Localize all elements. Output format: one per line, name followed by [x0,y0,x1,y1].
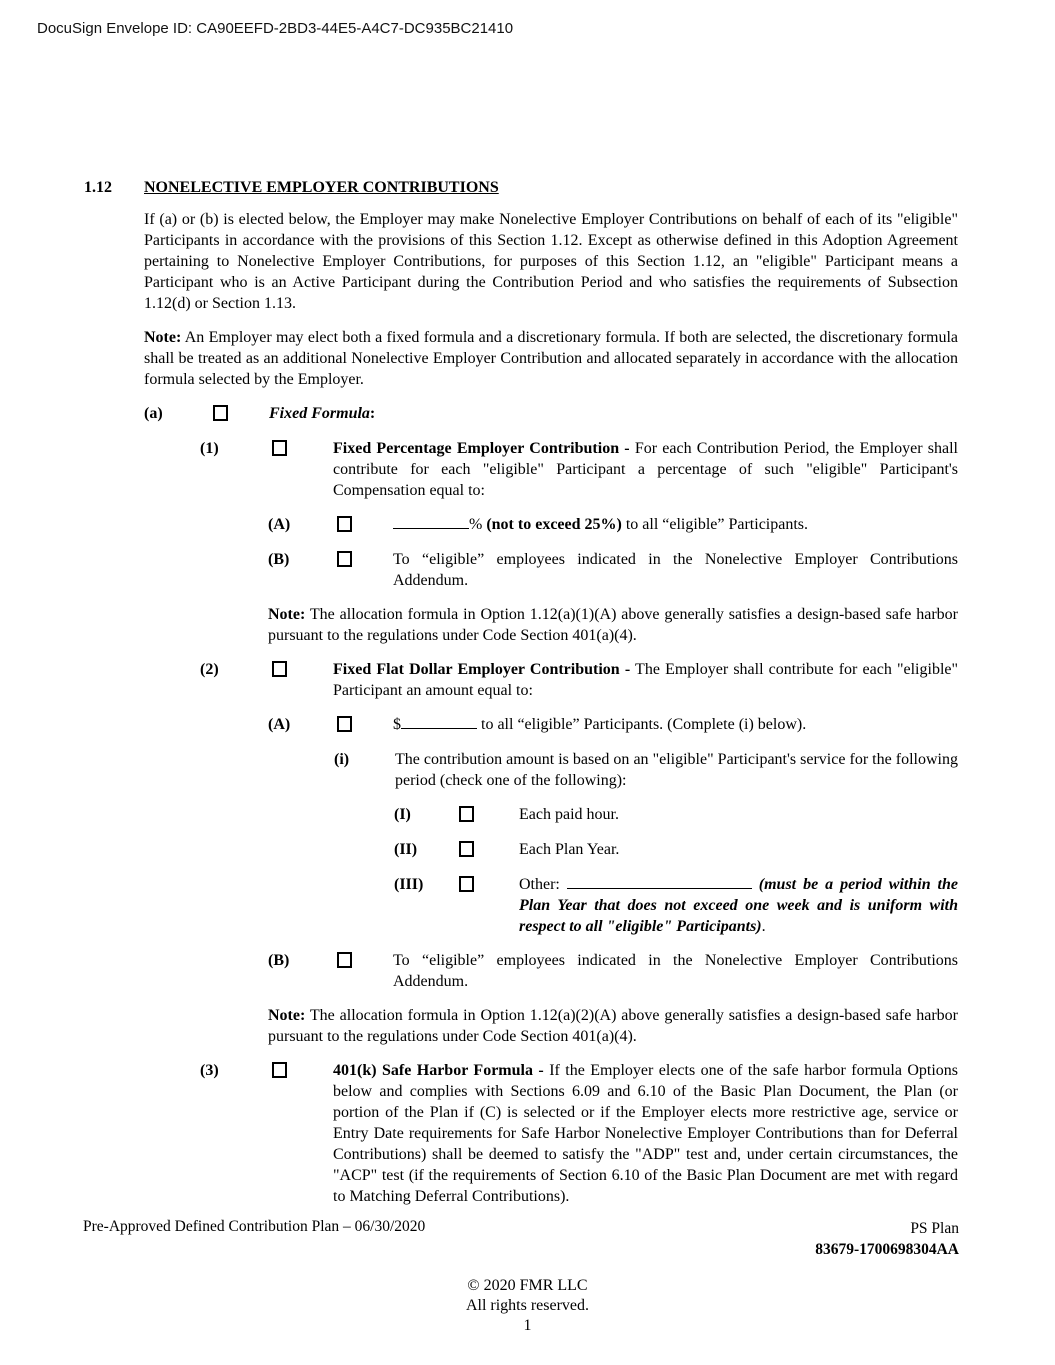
section-title: NONELECTIVE EMPLOYER CONTRIBUTIONS [144,179,499,196]
percentage-blank-field[interactable] [393,516,469,529]
section-number: 1.12 [84,179,112,196]
item-1-text [333,438,958,501]
item-1B-row [268,549,958,591]
item-1-checkbox-cell [272,438,333,501]
item-1-note [268,604,958,646]
item-2-body: The Employer shall contribute for each "eligible" Participant an amount equal to: [333,661,959,699]
roman-II-row [394,839,958,861]
footer-plan-id [815,1218,959,1260]
item-2A-checkbox-cell [337,714,393,736]
item-3-text [333,1060,958,1207]
option-a-checkbox-cell [213,403,269,425]
roman-I-checkbox[interactable] [459,806,474,822]
item-2A-i-label: (i) [334,751,350,768]
item-1B-text: To “eligible” employees indicated in the Nonelective Employer Contributions Addendum. [393,551,958,589]
item-2-note-text: The allocation formula in Option 1.12(a)(2)(A) above generally satisfies a design-based safe harbor pursuant to the regulations under Code Section 401(a)(4). [268,1007,958,1045]
roman-I-label: (I) [394,806,411,823]
item-2A-row [268,714,958,736]
other-blank-field[interactable] [567,876,752,889]
item-1B-label: (B) [268,551,290,568]
item-3-heading: 401(k) Safe Harbor Formula - [333,1062,544,1079]
item-2B-checkbox-cell [337,950,393,992]
roman-II-checkbox[interactable] [459,841,474,857]
roman-III-checkbox[interactable] [459,876,474,892]
note-text: An Employer may elect both a fixed formula and a discretionary formula. If both are selected, the discretionary formula shall be treated as an additional Nonelective Employer Contribution and allocated separately in accordance with the allocation formula selected by the Employer. [144,329,958,388]
roman-III-period: . [761,918,766,935]
item-2-checkbox[interactable] [272,661,287,677]
item-1A-checkbox-cell [337,514,393,536]
option-a-colon: : [369,405,376,422]
item-1-heading: Fixed Percentage Employer Contribution - [333,440,630,457]
item-1A-checkbox[interactable] [337,516,352,532]
dollar-sign: $ [393,716,401,733]
intro-paragraph: If (a) or (b) is elected below, the Employer may make Nonelective Employer Contributions on behalf of each of its "eligible" Participants in accordance with the provisions of this Section 1.12. Except as otherwise defined in this Adoption Agreement pertaining to Nonelective Employer Contributions, for purposes of this Section 1.12, an "eligible" Participant means a Participant who is an Active Participant during the Contribution Period and who satisfies the requirements of Subsection 1.12(d) or Section 1.13. [144,211,958,312]
roman-III-row [394,874,958,937]
roman-III-italic: (must be a period within the Plan Year that does not exceed one week and is uniform with respect to all "eligible" Participants) [519,876,959,935]
item-2-row [200,659,958,701]
section-heading [84,177,958,198]
option-a-title-line [269,403,958,425]
footer-plan-type: PS Plan [910,1220,959,1237]
item-2A-label: (A) [268,716,291,733]
item-1A-text [393,514,958,536]
item-3-body: If the Employer elects one of the safe harbor formula Options below and complies with Sections 6.09 and 6.10 of the Basic Plan Document, the Plan (or portion of the Plan if (C) is selected or if the Employer elects more restrictive age, service or Entry Date requirements for Safe Harbor Nonelective Employer Contributions than for Deferral Contributions) shall be deemed to satisfy the "ADP" test and, under certain circumstances, the "ACP" test (if the requirements of Section 6.10 of the Basic Plan Document are met with regard to Matching Deferral Contributions). [333,1062,959,1205]
item-3-checkbox[interactable] [272,1062,287,1078]
roman-III-label: (III) [394,876,424,893]
roman-II-checkbox-cell [459,839,519,861]
option-a-label: (a) [144,405,163,422]
item-1-note-text: The allocation formula in Option 1.12(a)(1)(A) above generally satisfies a design-based safe harbor pursuant to the regulations under Code Section 401(a)(4). [268,606,958,644]
roman-I-text: Each paid hour. [519,806,619,823]
roman-I-row [394,804,958,826]
note-label: Note: [144,329,182,346]
item-1-checkbox[interactable] [272,440,287,456]
item-1A-row [268,514,958,536]
item-2-note-label: Note: [268,1007,306,1024]
item-3-row [200,1060,958,1207]
footer-copyright: © 2020 FMR LLC [467,1277,588,1294]
item-1A-label: (A) [268,516,291,533]
item-2-note [268,1005,958,1047]
item-3-checkbox-cell [272,1060,333,1207]
item-1A-bold: (not to exceed 25%) [486,516,622,533]
item-2A-i-row [334,749,958,791]
note-paragraph [144,327,958,390]
item-1-body: For each Contribution Period, the Employer shall contribute for each "eligible" Participant a percentage of such "eligible" Participant's Compensation equal to: [333,440,958,499]
roman-I-checkbox-cell [459,804,519,826]
option-a-checkbox[interactable] [213,405,228,421]
footer-plan-number: 83679-1700698304AA [815,1241,959,1258]
other-label: Other: [519,876,560,893]
option-a-title: Fixed Formula [269,405,370,422]
document-body [84,177,958,1220]
footer-rights: All rights reserved. [465,1297,590,1314]
footer-plan-name: Pre-Approved Defined Contribution Plan – 06/30/2020 [83,1218,426,1235]
page-number: 1 [523,1317,532,1334]
percent-sign: % [469,516,483,533]
roman-III-text [519,874,958,937]
item-2-text [333,659,958,701]
roman-III-checkbox-cell [459,874,519,937]
option-a-row [144,403,958,425]
item-2-label: (2) [200,661,219,678]
item-2-checkbox-cell [272,659,333,701]
item-2-heading: Fixed Flat Dollar Employer Contribution - [333,661,631,678]
item-1-note-label: Note: [268,606,306,623]
item-2B-checkbox[interactable] [337,952,352,968]
item-2A-i-body: The contribution amount is based on an "eligible" Participant's service for the following period (check one of the following): [395,751,958,789]
item-1-label: (1) [200,440,219,457]
roman-II-text: Each Plan Year. [519,841,620,858]
item-3-label: (3) [200,1062,219,1079]
item-2A-checkbox[interactable] [337,716,352,732]
docusign-envelope-id: DocuSign Envelope ID: CA90EEFD-2BD3-44E5-A4C7-DC935BC21410 [37,20,514,37]
item-2B-row [268,950,958,992]
item-1A-tail: to all “eligible” Participants. [625,516,809,533]
roman-II-label: (II) [394,841,418,858]
item-1-row [200,438,958,501]
item-2B-text: To “eligible” employees indicated in the Nonelective Employer Contributions Addendum. [393,952,958,990]
footer-copyright-block [0,1276,1055,1336]
item-1B-checkbox[interactable] [337,551,352,567]
dollar-blank-field[interactable] [401,716,477,729]
item-2A-text [393,714,958,736]
item-1B-checkbox-cell [337,549,393,591]
item-2A-tail: to all “eligible” Participants. (Complete (i) below). [481,716,807,733]
item-2B-label: (B) [268,952,290,969]
